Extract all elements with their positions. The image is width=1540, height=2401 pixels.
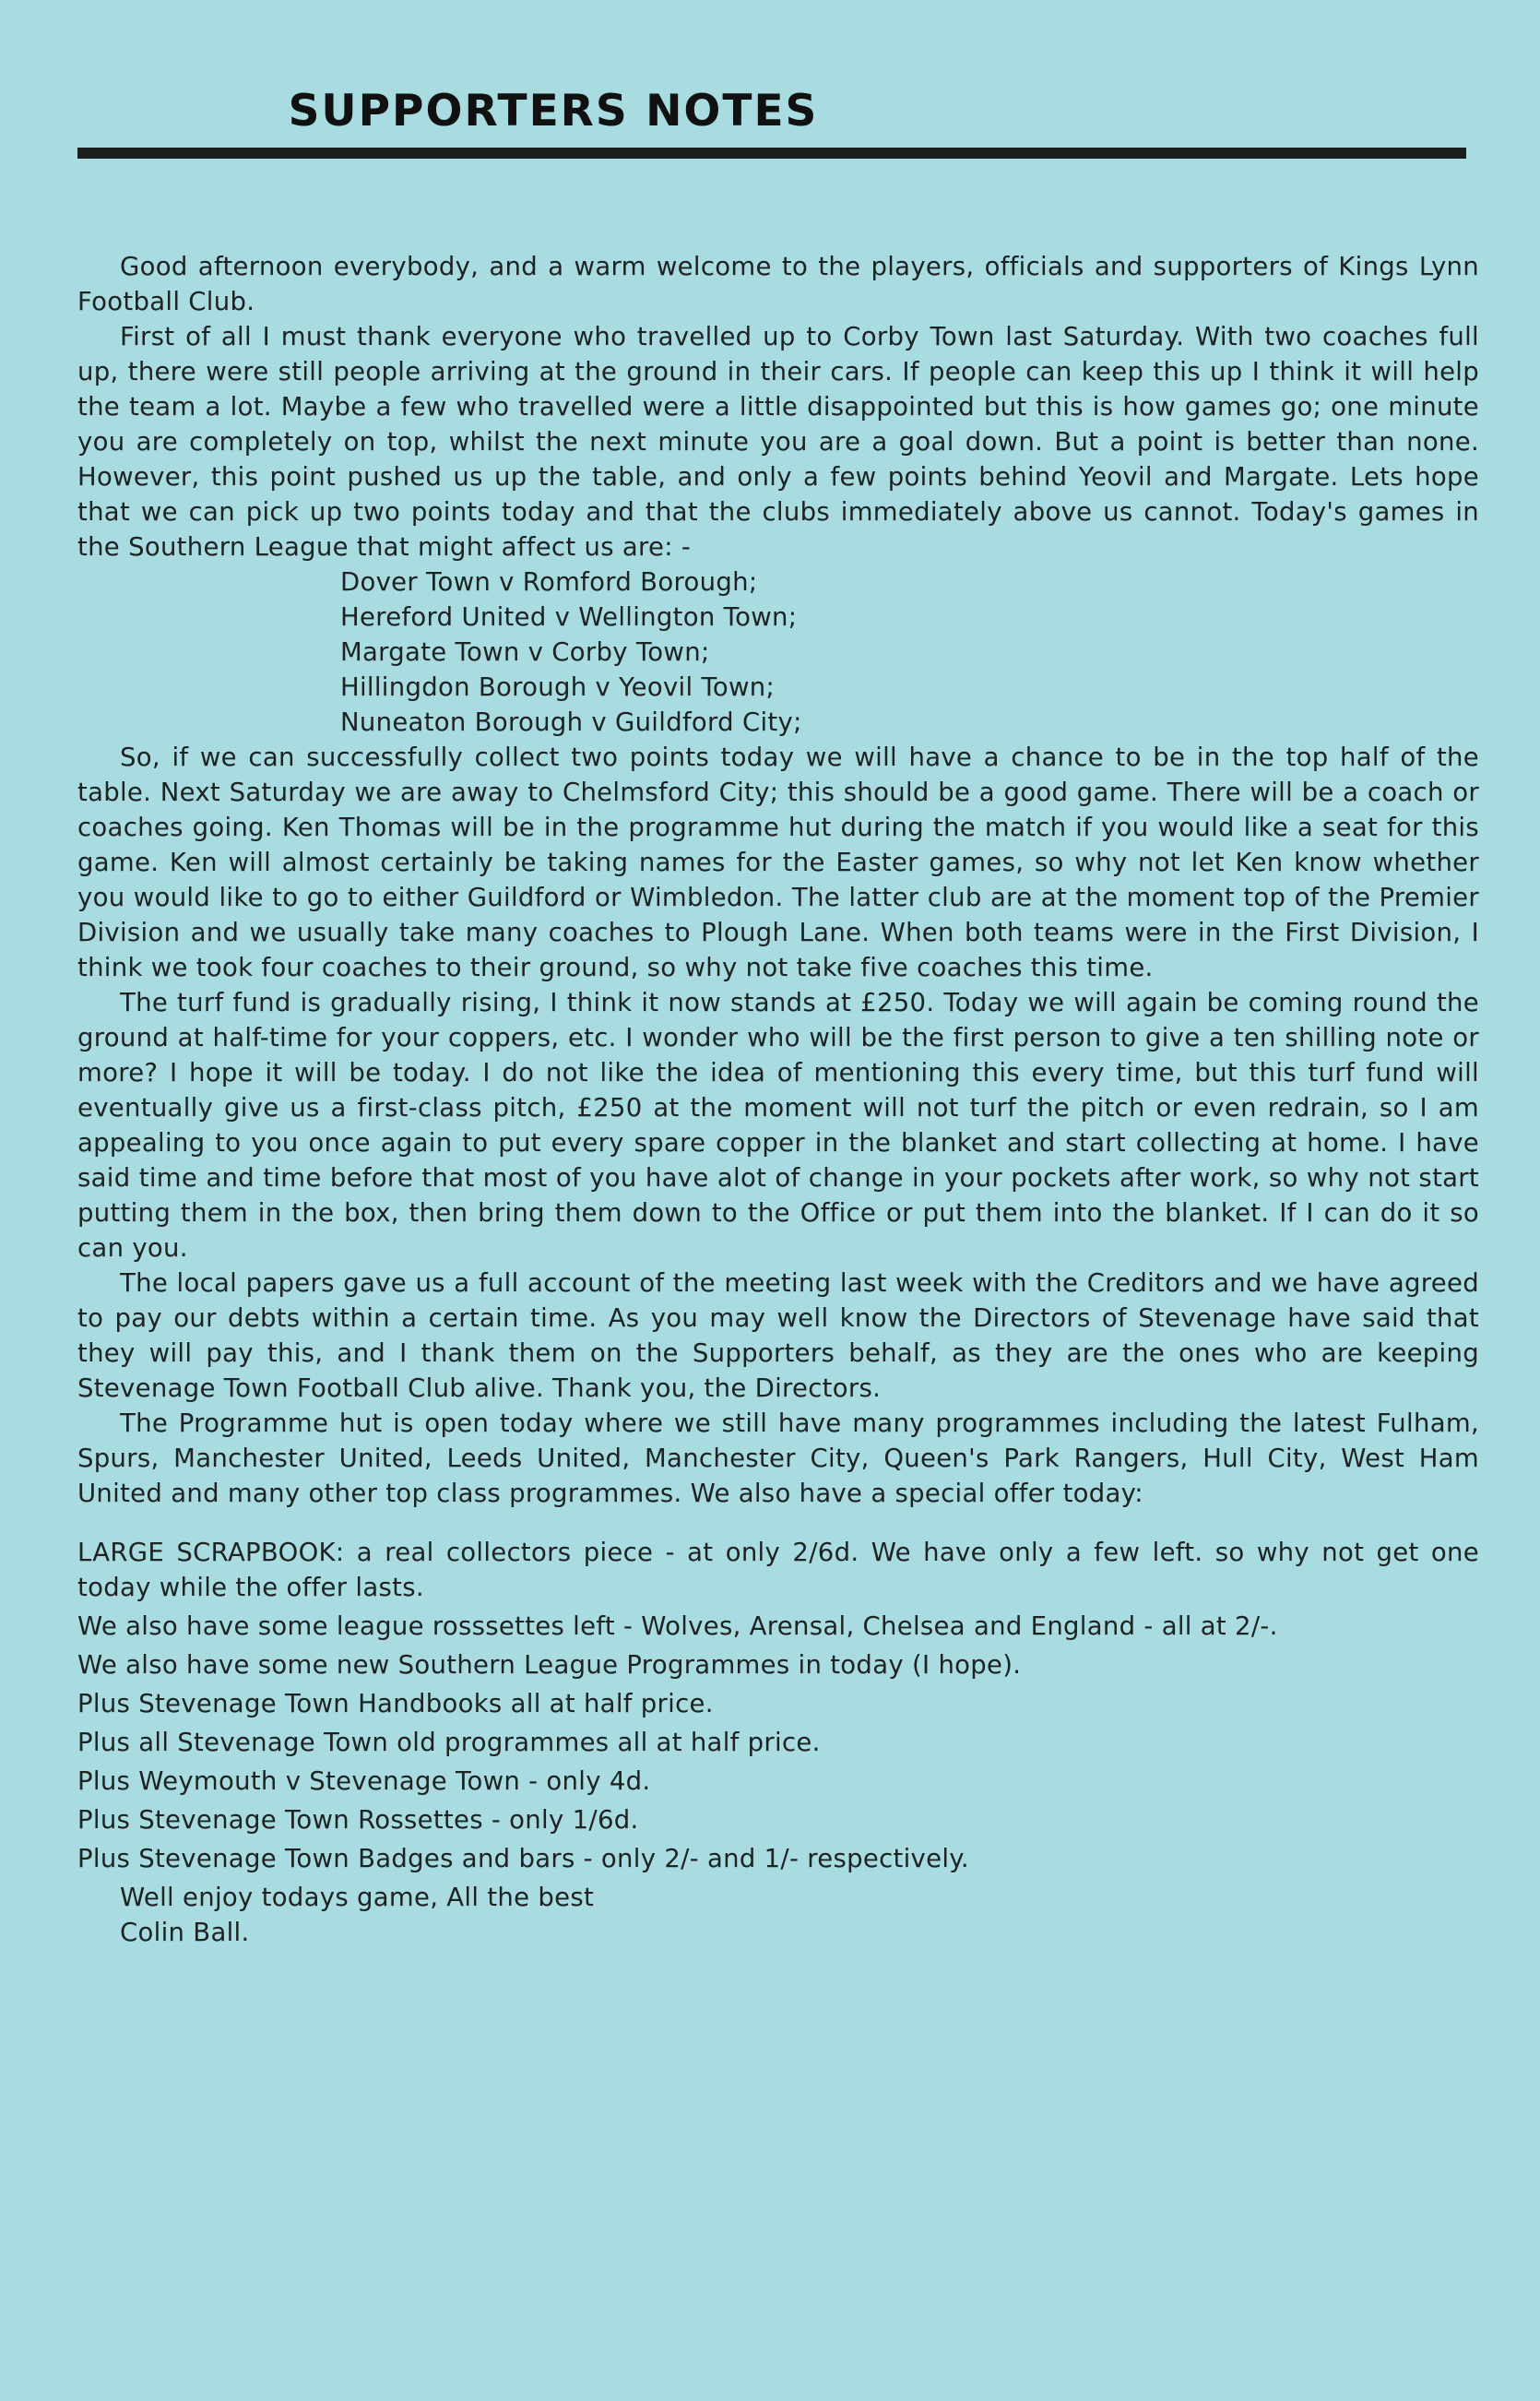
offer-item: Plus Stevenage Town Handbooks all at half price. [77, 1689, 714, 1718]
fixture-item: Hereford United v Wellington Town; [340, 602, 798, 632]
fixture-item: Nuneaton Borough v Guildford City; [340, 707, 802, 737]
page-title: SUPPORTERS NOTES [288, 86, 819, 137]
creditors-paragraph: The local papers gave us a full account of the meeting last week with the Creditors and we have agreed to pay our debts within a certain time. As you may well know the Directors of Stevenage have said that they will pay this, and I thank them on the Supporters behalf, as they are the ones who are keeping Stevenage Town Football Club alive. Thank you, the Directors. [77, 1268, 1479, 1403]
programme-hut-paragraph: The Programme hut is open today where we still have many programmes including the latest Fulham, Spurs, Manchester United, Leeds United, Manchester City, Queen's Park Rangers, Hull City, West Ham United and many other top class programmes. We also have a special offer today: [77, 1409, 1479, 1508]
offer-item: Plus Stevenage Town Badges and bars - only 2/- and 1/- respectively. [77, 1844, 969, 1873]
fixture-item: Margate Town v Corby Town; [340, 637, 710, 667]
signoff-line: Well enjoy todays game, All the best [120, 1883, 595, 1912]
fixture-item: Dover Town v Romford Borough; [340, 567, 758, 597]
author-signature: Colin Ball. [120, 1918, 250, 1947]
offer-item: Plus all Stevenage Town old programmes all at half price. [77, 1728, 821, 1757]
fixture-item: Hillingdon Borough v Yeovil Town; [340, 672, 776, 702]
offer-item: We also have some league rosssettes left - Wolves, Arensal, Chelsea and England - all at 2/-. [77, 1611, 1278, 1641]
offers-list [77, 1535, 1479, 1876]
offer-item: Plus Weymouth v Stevenage Town - only 4d. [77, 1766, 651, 1796]
notes-body [77, 249, 1479, 1950]
offer-item: LARGE SCRAPBOOK: a real collectors piece - at only 2/6d. We have only a few left. so why not get one today while the offer lasts. [77, 1538, 1479, 1602]
fixtures-list [340, 565, 1479, 740]
offer-item: Plus Stevenage Town Rossettes - only 1/6d. [77, 1805, 639, 1835]
welcome-paragraph: Good afternoon everybody, and a warm welcome to the players, officials and supporters of Kings Lynn Football Club. [77, 252, 1479, 316]
corby-paragraph: First of all I must thank everyone who travelled up to Corby Town last Saturday. With two coaches full up, there were still people arriving at the ground in their cars. If people can keep this up I think it will help the team a lot. Maybe a few who travelled were a little disappointed but this is how games go; one minute you are completely on top, whilst the next minute you are a goal down. But a point is better than none. However, this point pushed us up the table, and only a few points behind Yeovil and Margate. Lets hope that we can pick up two points today and that the clubs immediately above us cannot. Today's games in the Southern League that might affect us are: - [77, 322, 1479, 562]
turf-fund-paragraph: The turf fund is gradually rising, I think it now stands at £250. Today we will again be coming round the ground at half-time for your coppers, etc. I wonder who will be the first person to give a ten shilling note or more? I hope it will be today. I do not like the idea of mentioning this every time, but this turf fund will eventually give us a first-class pitch, £250 at the moment will not turf the pitch or even redrain, so I am appealing to you once again to put every spare copper in the blanket and start collecting at home. I have said time and time before that most of you have alot of change in your pockets after work, so why not start putting them in the box, then bring them down to the Office or put them into the blanket. If I can do it so can you. [77, 988, 1479, 1263]
offer-item: We also have some new Southern League Programmes in today (I hope). [77, 1650, 1022, 1680]
title-underline [77, 148, 1466, 159]
chelmsford-paragraph: So, if we can successfully collect two points today we will have a chance to be in the top half of the table. Next Saturday we are away to Chelmsford City; this should be a good game. There will be a coach or coaches going. Ken Thomas will be in the programme hut during the match if you would like a seat for this game. Ken will almost certainly be taking names for the Easter games, so why not let Ken know whether you would like to go to either Guildford or Wimbledon. The latter club are at the moment top of the Premier Division and we usually take many coaches to Plough Lane. When both teams were in the First Division, I think we took four coaches to their ground, so why not take five coaches this time. [77, 743, 1479, 982]
